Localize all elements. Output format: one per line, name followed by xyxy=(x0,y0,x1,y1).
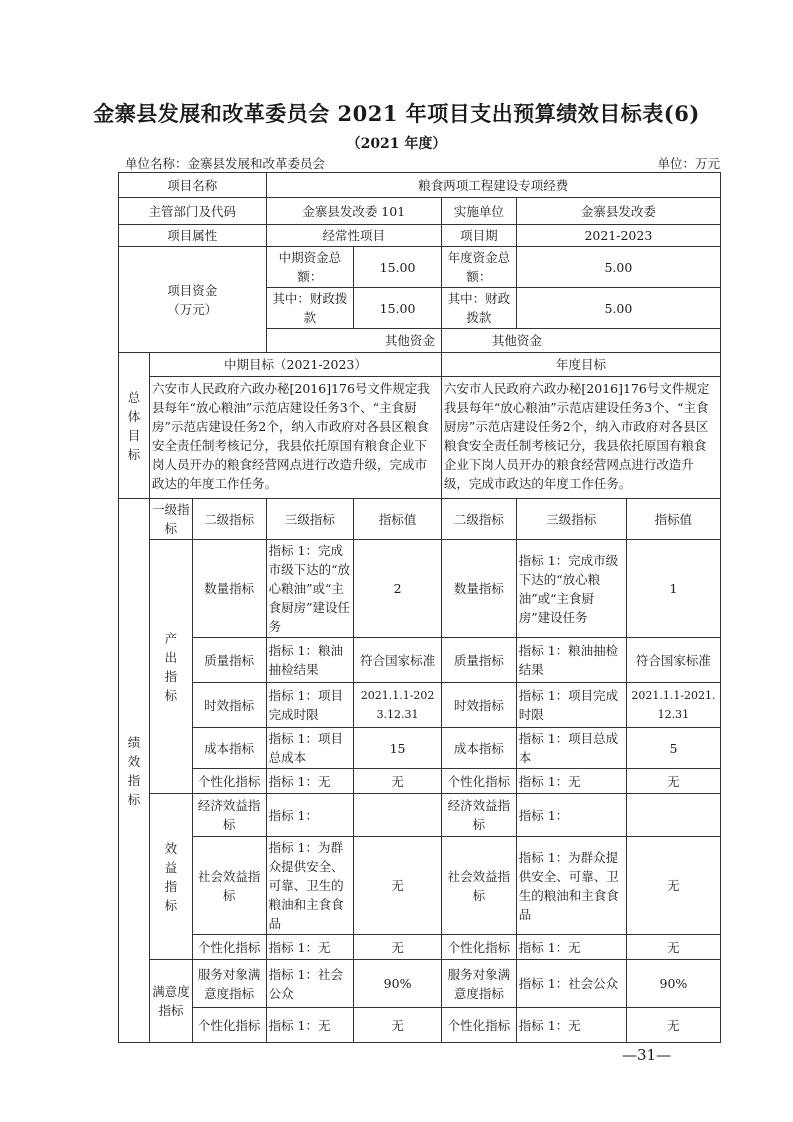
output-yl3: 指标 1：项目总成本 xyxy=(516,728,626,769)
satisfaction-yl2: 服务对象满意度指标 xyxy=(441,960,516,1008)
output-yl2: 时效指标 xyxy=(441,683,516,728)
funds-label xyxy=(119,247,267,353)
benefit-l2: 个性化指标 xyxy=(192,935,266,960)
output-yl2: 成本指标 xyxy=(441,728,516,769)
header-l2: 二级指标 xyxy=(192,499,266,540)
mid-fiscal-label: 其中：财政拨款 xyxy=(266,288,354,329)
satisfaction-yl2: 个性化指标 xyxy=(441,1008,516,1043)
satisfaction-yvalue: 90% xyxy=(626,960,720,1008)
page-number: —31— xyxy=(622,1046,672,1064)
benefit-yvalue: 无 xyxy=(626,935,720,960)
satisfaction-label-text: 满意度指标 xyxy=(152,984,190,1018)
output-yl3: 指标 1：项目完成时限 xyxy=(516,683,626,728)
satisfaction-value: 无 xyxy=(354,1008,442,1043)
output-yvalue: 无 xyxy=(626,769,720,794)
period-value: 2021-2023 xyxy=(516,225,720,247)
satisfaction-yl3: 指标 1：无 xyxy=(516,1008,626,1043)
output-yl2: 个性化指标 xyxy=(441,769,516,794)
satisfaction-l3: 指标 1：社会公众 xyxy=(266,960,354,1008)
year-total-label: 年度资金总额： xyxy=(441,247,516,288)
header-l3: 三级指标 xyxy=(266,499,354,540)
dept-label: 主管部门及代码 xyxy=(119,198,267,225)
period-label: 项目期 xyxy=(441,225,516,247)
satisfaction-yvalue: 无 xyxy=(626,1008,720,1043)
header-yvalue: 指标值 xyxy=(626,499,720,540)
year-total: 5.00 xyxy=(516,247,720,288)
satisfaction-l2: 服务对象满意度指标 xyxy=(192,960,266,1008)
output-l2: 质量指标 xyxy=(192,638,266,683)
satisfaction-l3: 指标 1：无 xyxy=(266,1008,354,1043)
attr-value: 经常性项目 xyxy=(266,225,441,247)
year-fiscal-label: 其中：财政拨款 xyxy=(441,288,516,329)
benefit-l3: 指标 1：为群众提供安全、可靠、卫生的粮油和主食食品 xyxy=(266,837,354,935)
output-l2: 数量指标 xyxy=(192,540,266,638)
output-yvalue: 2021.1.1-2021.12.31 xyxy=(626,683,720,728)
output-l2: 时效指标 xyxy=(192,683,266,728)
unit-currency: 单位：万元 xyxy=(657,156,720,171)
output-l2: 个性化指标 xyxy=(192,769,266,794)
satisfaction-l2: 个性化指标 xyxy=(192,1008,266,1043)
output-l3: 指标 1：完成市级下达的“放心粮油”或“主食厨房”建设任务 xyxy=(266,540,354,638)
benefit-l3: 指标 1： xyxy=(266,794,354,837)
output-yl2: 质量指标 xyxy=(441,638,516,683)
header-value: 指标值 xyxy=(354,499,442,540)
output-label-text: 产出指标 xyxy=(164,630,178,703)
impl-value: 金寨县发改委 xyxy=(516,198,720,225)
benefit-yvalue: 无 xyxy=(626,837,720,935)
output-yl3: 指标 1：完成市级下达的“放心粮油”或“主食厨房”建设任务 xyxy=(516,540,626,638)
benefit-value: 无 xyxy=(354,837,442,935)
funds-label-text: 项目资金（万元） xyxy=(167,282,218,317)
benefit-yl3: 指标 1：无 xyxy=(516,935,626,960)
mid-total-label: 中期资金总额： xyxy=(266,247,354,288)
satisfaction-label xyxy=(150,960,193,1043)
header-yl3: 三级指标 xyxy=(516,499,626,540)
output-yl2: 数量指标 xyxy=(441,540,516,638)
benefit-yl2: 个性化指标 xyxy=(441,935,516,960)
satisfaction-yl3: 指标 1：社会公众 xyxy=(516,960,626,1008)
mid-total: 15.00 xyxy=(354,247,442,288)
mid-goal-header: 中期目标（2021-2023） xyxy=(150,353,442,377)
overall-goal-label-text: 总体目标 xyxy=(127,389,141,462)
output-yvalue: 1 xyxy=(626,540,720,638)
benefit-value xyxy=(354,794,442,837)
output-yvalue: 符合国家标准 xyxy=(626,638,720,683)
satisfaction-value: 90% xyxy=(354,960,442,1008)
mid-goal-text: 六安市人民政府六政办秘[2016]176号文件规定我县每年“放心粮油”示范店建设任务3个、“主食厨房”示范店建设任务2个，纳入市政府对各县区粮食安全责任制考核记分，我县依托原国有粮食企业下岗人员开办的粮食经营网点进行改造升级，完成市政达的年度工作任务。 xyxy=(150,377,442,499)
year-other-label: 其他资金 xyxy=(441,329,720,353)
output-l3: 指标 1：项目总成本 xyxy=(266,728,354,769)
benefit-label-text: 效益指标 xyxy=(164,840,178,913)
output-value: 无 xyxy=(354,769,442,794)
benefit-yl2: 社会效益指标 xyxy=(441,837,516,935)
header-l1: 一级指标 xyxy=(150,499,193,540)
page-subtitle: （2021 年度） xyxy=(346,136,447,152)
output-label xyxy=(150,540,193,794)
output-yl3: 指标 1：无 xyxy=(516,769,626,794)
benefit-yl2: 经济效益指标 xyxy=(441,794,516,837)
output-l2: 成本指标 xyxy=(192,728,266,769)
benefit-l2: 社会效益指标 xyxy=(192,837,266,935)
performance-table xyxy=(118,172,721,1043)
page-title: 金寨县发展和改革委员会 2021 年项目支出预算绩效目标表(6) xyxy=(93,101,700,126)
attr-label: 项目属性 xyxy=(119,225,267,247)
benefit-yl3: 指标 1：为群众提供安全、可靠、卫生的粮油和主食食品 xyxy=(516,837,626,935)
benefit-yvalue xyxy=(626,794,720,837)
benefit-label xyxy=(150,794,193,960)
project-name-label: 项目名称 xyxy=(119,173,267,198)
benefit-yl3: 指标 1： xyxy=(516,794,626,837)
benefit-l3: 指标 1：无 xyxy=(266,935,354,960)
year-fiscal: 5.00 xyxy=(516,288,720,329)
perf-label xyxy=(119,499,150,1043)
output-value: 15 xyxy=(354,728,442,769)
year-goal-header: 年度目标 xyxy=(441,353,720,377)
output-value: 符合国家标准 xyxy=(354,638,442,683)
year-goal-text: 六安市人民政府六政办秘[2016]176号文件规定我县每年“放心粮油”示范店建设任务3个、“主食厨房”示范店建设任务2个，纳入市政府对各县区粮食安全责任制考核记分，我县依托原国有粮食企业下岗人员开办的粮食经营网点进行改造升级，完成市政达的年度工作任务。 xyxy=(441,377,720,499)
project-name: 粮食两项工程建设专项经费 xyxy=(266,173,720,198)
mid-fiscal: 15.00 xyxy=(354,288,442,329)
dept-value: 金寨县发改委 101 xyxy=(266,198,441,225)
benefit-l2: 经济效益指标 xyxy=(192,794,266,837)
mid-other-label: 其他资金 xyxy=(266,329,441,353)
output-value: 2021.1.1-2023.12.31 xyxy=(354,683,442,728)
output-l3: 指标 1：项目完成时限 xyxy=(266,683,354,728)
unit-name: 单位名称：金寨县发展和改革委员会 xyxy=(125,156,326,171)
output-yl3: 指标 1：粮油抽检结果 xyxy=(516,638,626,683)
header-yl2: 二级指标 xyxy=(441,499,516,540)
impl-label: 实施单位 xyxy=(441,198,516,225)
benefit-value: 无 xyxy=(354,935,442,960)
output-l3: 指标 1：粮油抽检结果 xyxy=(266,638,354,683)
output-yvalue: 5 xyxy=(626,728,720,769)
perf-label-text: 绩效指标 xyxy=(127,734,141,807)
output-l3: 指标 1：无 xyxy=(266,769,354,794)
output-value: 2 xyxy=(354,540,442,638)
overall-goal-label xyxy=(119,353,150,499)
